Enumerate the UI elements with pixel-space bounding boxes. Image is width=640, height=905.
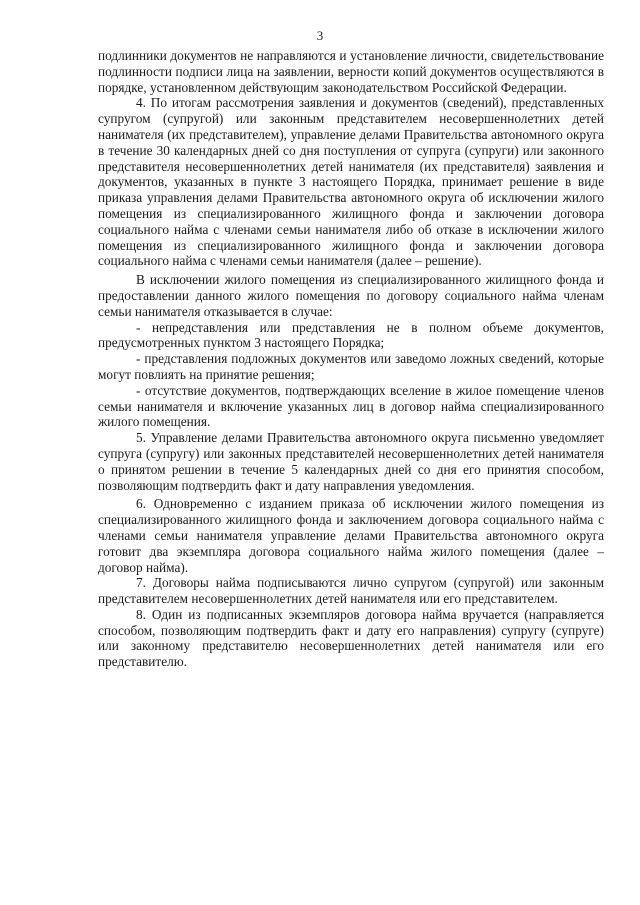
list-item-refusal-2: - представления подложных документов или заведомо ложных сведений, которые могут повлиять на принятие решения; <box>98 351 604 382</box>
list-item-refusal-1: - непредставления или представления не в полном объеме документов, предусмотренных пунктом 3 настоящего Порядка; <box>98 319 604 351</box>
paragraph-item-6: 6. Одновременно с изданием приказа об исключении жилого помещения из специализированного жилищного фонда и заключением договора социального найма с членами семьи нанимателя управление делами Правительства автономного округа готовит два экземпляра договора социального найма жилого помещения (далее – договор найма). <box>98 496 604 575</box>
paragraph-item-7: 7. Договоры найма подписываются лично супругом (супругой) или законным представителем несовершеннолетних детей нанимателя или его представителем. <box>98 575 604 607</box>
paragraph-item-8: 8. Один из подписанных экземпляров договора найма вручается (направляется способом, позволяющим подтвердить факт и дату его направления) супругу (супруге) или законному представителю несовершеннолетних детей нанимателя или его представителю. <box>98 606 604 670</box>
list-item-refusal-3: - отсутствие документов, подтверждающих вселение в жилое помещение членов семьи нанимателя и включение указанных лиц в договор найма специализированного жилого помещения. <box>98 382 604 430</box>
paragraph-refusal-intro: В исключении жилого помещения из специализированного жилищного фонда и предоставлении данного жилого помещения по договору социального найма членам семьи нанимателя отказывается в случае: <box>98 272 604 319</box>
page-number: 3 <box>316 28 324 43</box>
paragraph-item-5: 5. Управление делами Правительства автономного округа письменно уведомляет супруга (супругу) или законных представителей несовершеннолетних детей нанимателя о принятом решении в течение 5 календарных дней со дня его принятия способом, позволяющим подтвердить факт и дату направления уведомления. <box>98 430 604 493</box>
document-body <box>98 48 604 670</box>
paragraph-continuation: подлинники документов не направляются и установление личности, свидетельствование подлинности подписи лица на заявлении, верности копий документов осуществляются в порядке, установленном действующим законодательством Российской Федерации. <box>98 48 604 95</box>
paragraph-item-4: 4. По итогам рассмотрения заявления и документов (сведений), представленных супругом (супругой) или законным представителем несовершеннолетних детей нанимателя (их представителем), управление делами Правительства автономного округа в течение 30 календарных дней со дня поступления от супруга (супруги) или законного представителя несовершеннолетних детей нанимателя (их представителя) заявления и документов, указанных в пункте 3 настоящего Порядка, принимает решение в виде приказа управления делами Правительства автономного округа об исключении жилого помещения из специализированного жилищного фонда и заключении договора социального найма с членами семьи нанимателя либо об отказе в исключении жилого помещения из специализированного жилищного фонда и заключении договора социального найма с членами семьи нанимателя (далее – решение). <box>98 95 604 269</box>
